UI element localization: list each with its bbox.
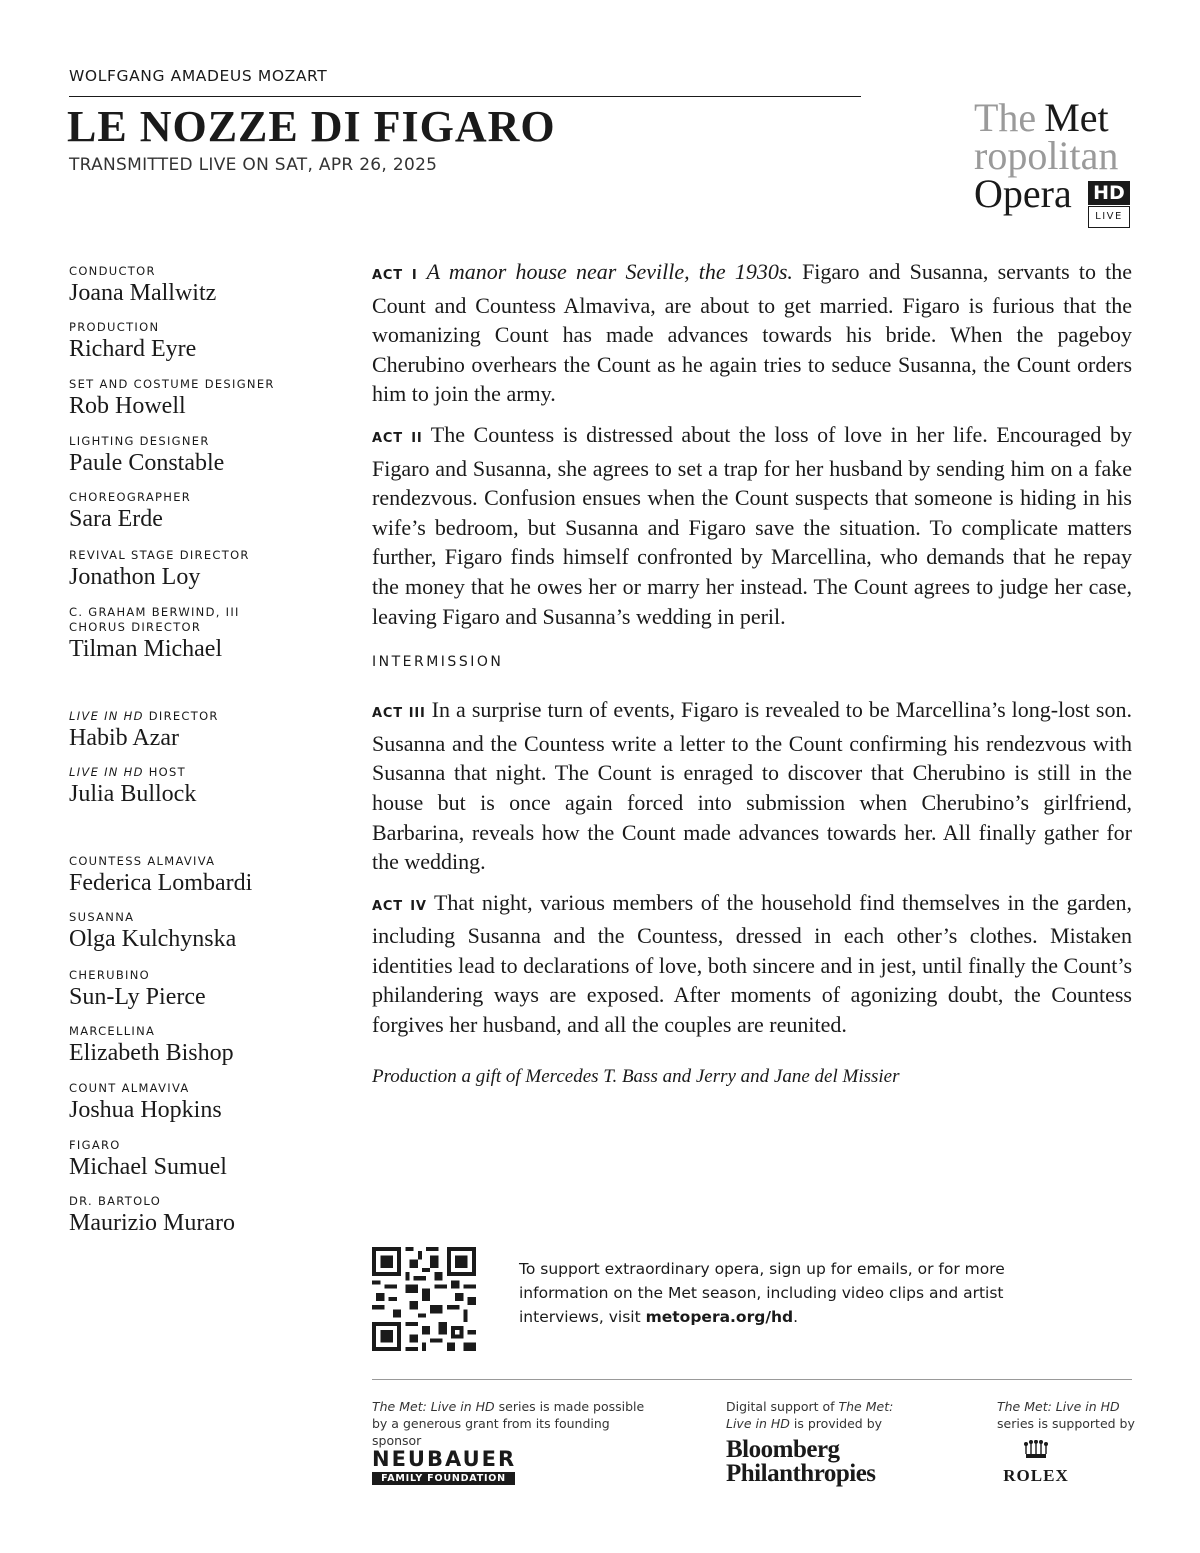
- credit-role-italic: LIVE IN HD: [69, 709, 144, 723]
- bloomberg-italic-1: The Met:: [838, 1399, 894, 1414]
- synopsis: [372, 257, 1132, 1091]
- rolex-series-text: series is supported by: [997, 1416, 1135, 1431]
- credit-name: Tilman Michael: [69, 636, 223, 662]
- live-badge: LIVE: [1088, 206, 1130, 228]
- credit-name: Jonathon Loy: [69, 564, 201, 590]
- credit-role-italic: LIVE IN HD: [69, 765, 144, 779]
- act-4-paragraph: [372, 888, 1132, 1040]
- credit-lighting-designer: [69, 434, 224, 477]
- act-2-text: The Countess is distressed about the loss of love in her life. Encouraged by Figaro and Susanna, she agrees to set a trap for her husband by sending him on a fake rendezvous. Confusion ensues when the Count suspects that someone is hiding in his wife’s bedroom, but Susanna and Figaro save the situation. To complicate matters further, Figaro finds himself confronted by Marcellina, who demands that he repay the money that he owes her or marry her instead. The Count agrees to judge her case, leaving Figaro and Susanna’s wedding in peril.: [372, 421, 1132, 629]
- cast-role: MARCELLINA: [69, 1024, 156, 1038]
- rolex-series-italic: The Met: Live in HD: [997, 1399, 1120, 1414]
- cast-name: Federica Lombardi: [69, 870, 253, 896]
- bloomberg-sponsor-text: [726, 1398, 916, 1432]
- bloomberg-pre: Digital support of: [726, 1399, 839, 1414]
- support-link[interactable]: metopera.org/hd: [645, 1308, 794, 1326]
- crown-icon: [1023, 1440, 1049, 1460]
- credit-role-suffix: DIRECTOR: [148, 709, 219, 723]
- credit-name: Paule Constable: [69, 450, 225, 476]
- intermission-label: INTERMISSION: [372, 654, 504, 671]
- logo-the: The: [974, 95, 1037, 140]
- cast-role: FIGARO: [69, 1138, 121, 1152]
- credit-production: [69, 320, 196, 363]
- cast-role: DR. BARTOLO: [69, 1194, 162, 1208]
- transmit-date: TRANSMITTED LIVE ON SAT, APR 26, 2025: [69, 155, 438, 175]
- cast-bartolo: [69, 1194, 235, 1237]
- neubauer-logo-sub: FAMILY FOUNDATION: [372, 1472, 515, 1485]
- neubauer-logo: [372, 1448, 517, 1485]
- cast-name: Maurizio Muraro: [69, 1210, 235, 1236]
- credit-role: CHOREOGRAPHER: [69, 490, 192, 504]
- support-text: To support extraordinary opera, sign up for emails, or for more information on the Met season, including video clips and artist interviews, visit: [519, 1260, 1005, 1326]
- cast-count: [69, 1081, 222, 1124]
- neubauer-sponsor-text: [372, 1398, 662, 1449]
- production-gift-credit: Production a gift of Mercedes T. Bass and Jerry and Jane del Missier: [372, 1065, 900, 1087]
- credit-role: LIGHTING DESIGNER: [69, 434, 210, 448]
- act-3-text: In a surprise turn of events, Figaro is revealed to be Marcellina’s long-lost son. Susanna and the Countess write a letter to the Count confirming his rendezvous with Susanna that night. The Count is enraged to discover that Cherubino is still in the house but is once again forced into submission when Cherubino’s girlfriend, Barbarina, reveals how the Count made advances towards her. All finally gather for the wedding.: [372, 697, 1132, 875]
- act-4-label: ACT IV: [372, 898, 427, 914]
- cast-role: COUNT ALMAVIVA: [69, 1081, 190, 1095]
- opera-title: LE NOZZE DI FIGARO: [67, 102, 556, 151]
- rolex-logo-word: ROLEX: [1003, 1466, 1069, 1485]
- act-1-label: ACT I: [372, 268, 418, 283]
- bloomberg-post: is provided by: [789, 1416, 883, 1431]
- cast-name: Michael Sumuel: [69, 1154, 227, 1180]
- credit-name: Julia Bullock: [69, 781, 197, 807]
- credit-revival-stage-director: [69, 548, 250, 591]
- cast-role: COUNTESS ALMAVIVA: [69, 854, 216, 868]
- cast-marcellina: [69, 1024, 234, 1067]
- support-message: [519, 1257, 1059, 1329]
- cast-name: Olga Kulchynska: [69, 926, 237, 952]
- header-rule: [69, 96, 861, 97]
- act-1-paragraph: [372, 257, 1132, 409]
- qr-code-icon[interactable]: [372, 1247, 476, 1351]
- hd-badge: HD: [1088, 181, 1130, 205]
- credit-role: [69, 709, 219, 724]
- act-2-paragraph: [372, 420, 1132, 631]
- footer-rule: [372, 1379, 1132, 1380]
- cast-role: CHERUBINO: [69, 968, 150, 982]
- cast-countess: [69, 854, 252, 897]
- neubauer-logo-name: NEUBAUER: [372, 1447, 517, 1471]
- cast-name: Joshua Hopkins: [69, 1097, 222, 1123]
- credit-role: REVIVAL STAGE DIRECTOR: [69, 548, 250, 562]
- cast-figaro: [69, 1138, 227, 1181]
- logo-met: Met: [1044, 95, 1109, 140]
- credit-role: CONDUCTOR: [69, 264, 156, 278]
- credit-role: [69, 765, 196, 780]
- cast-role: SUSANNA: [69, 910, 135, 924]
- cast-name: Elizabeth Bishop: [69, 1040, 234, 1066]
- met-opera-hd-logo: [972, 95, 1142, 230]
- credit-role: SET AND COSTUME DESIGNER: [69, 377, 275, 391]
- credit-conductor: [69, 264, 216, 307]
- credit-name: Habib Azar: [69, 725, 179, 751]
- credit-role-line2: CHORUS DIRECTOR: [69, 620, 202, 634]
- rolex-sponsor-text: [997, 1398, 1157, 1432]
- act-2-label: ACT II: [372, 430, 423, 446]
- act-1-text: Figaro and Susanna, servants to the Count and Countess Almaviva, are about to get married. Figaro is furious that the womanizing Count has made advances towards his bride. When the pageboy Cherubino overhears the Count as he again tries to seduce Susanna, the Count orders him to join the army.: [372, 259, 1133, 407]
- credit-hd-director: [69, 709, 219, 752]
- credit-role: C. GRAHAM BERWIND, III: [69, 605, 240, 619]
- credit-role: PRODUCTION: [69, 320, 160, 334]
- credit-hd-host: [69, 765, 196, 808]
- credit-set-costume-designer: [69, 377, 275, 420]
- cast-name: Sun-Ly Pierce: [69, 984, 206, 1010]
- credit-chorus-director: [69, 605, 240, 663]
- cast-susanna: [69, 910, 236, 953]
- support-end: .: [793, 1308, 799, 1326]
- cast-cherubino: [69, 968, 206, 1011]
- logo-opera: Opera: [974, 171, 1072, 216]
- bloomberg-logo: [726, 1438, 876, 1486]
- composer-name: WOLFGANG AMADEUS MOZART: [69, 67, 328, 85]
- logo-ropolitan: ropolitan: [974, 133, 1119, 178]
- bloomberg-logo-line1: Bloomberg: [726, 1436, 840, 1463]
- credit-name: Sara Erde: [69, 506, 163, 532]
- bloomberg-logo-line2: Philanthropies: [726, 1460, 876, 1487]
- credit-name: Richard Eyre: [69, 336, 197, 362]
- credit-name: Joana Mallwitz: [69, 280, 217, 306]
- credit-choreographer: [69, 490, 191, 533]
- act-3-paragraph: [372, 695, 1132, 877]
- credit-name: Rob Howell: [69, 393, 186, 419]
- rolex-logo: [996, 1440, 1076, 1486]
- act-4-text: That night, various members of the household find themselves in the garden, including Susanna and the Countess, dressed in each other’s clothes. Mistaken identities lead to declarations of love, both sincere and in jest, until finally the Count’s philandering ways are exposed. After moments of agonizing doubt, the Countess forgives her husband, and all the couples are reunited.: [372, 889, 1132, 1038]
- act-3-label: ACT III: [372, 706, 426, 722]
- neubauer-series-italic: The Met: Live in HD: [372, 1399, 495, 1414]
- bloomberg-italic-2: Live in HD: [726, 1416, 790, 1431]
- neubauer-series-text: series is made possible by a generous grant from its founding sponsor: [372, 1399, 645, 1448]
- credit-role-suffix: HOST: [148, 765, 186, 779]
- act-1-setting: A manor house near Seville, the 1930s.: [426, 259, 793, 284]
